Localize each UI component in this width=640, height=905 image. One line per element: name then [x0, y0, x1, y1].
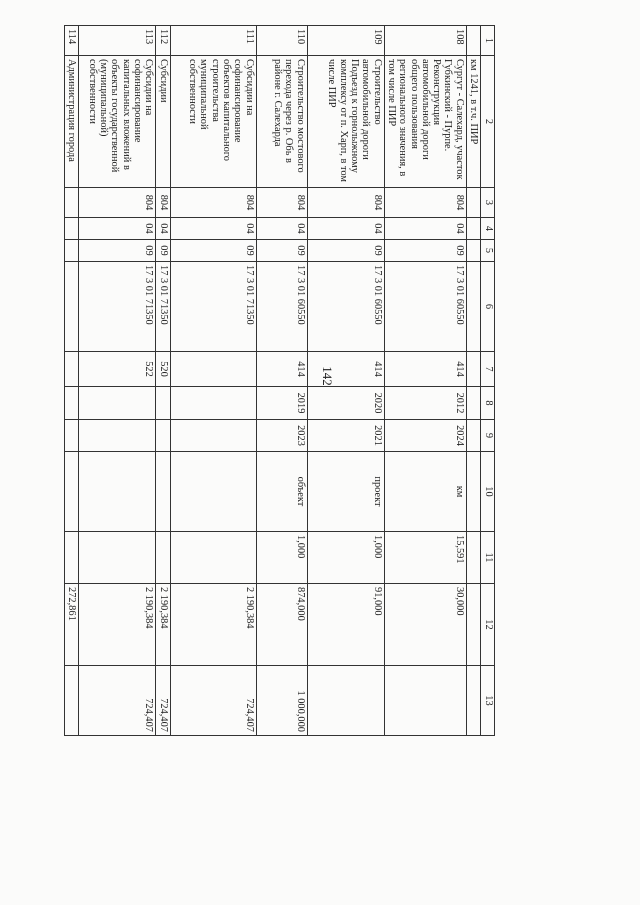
- table-row: [307, 26, 384, 736]
- cell-col-13: 724,407: [156, 666, 170, 736]
- cell-col-3: 804: [256, 188, 307, 218]
- header-cell: 9: [481, 420, 495, 452]
- cell-col-2: Субсидии: [156, 56, 170, 188]
- table-row: [65, 26, 79, 736]
- cell-col-7: 522: [79, 352, 156, 387]
- document-sheet: [66, 25, 495, 735]
- cell-col-7: [466, 352, 480, 387]
- cell-col-3: 804: [384, 188, 466, 218]
- header-row: [481, 26, 495, 736]
- cell-col-10: проект: [307, 452, 384, 532]
- cell-col-4: 04: [79, 218, 156, 240]
- cell-col-3: 804: [170, 188, 256, 218]
- cell-col-11: [466, 532, 480, 584]
- cell-col-2: км 1241, в т.ч. ПИР: [466, 56, 480, 188]
- cell-col-6: 17 3 01 71350: [156, 262, 170, 352]
- cell-col-4: 04: [156, 218, 170, 240]
- cell-col-7: [65, 352, 79, 387]
- cell-col-9: [156, 420, 170, 452]
- header-cell: 4: [481, 218, 495, 240]
- cell-col-1: 112: [156, 26, 170, 56]
- cell-col-12: 2 190,384: [156, 584, 170, 666]
- cell-col-6: 17 3 01 60550: [307, 262, 384, 352]
- cell-col-6: 17 3 01 60550: [384, 262, 466, 352]
- cell-col-8: [170, 387, 256, 420]
- cell-col-12: 30,000: [384, 584, 466, 666]
- cell-col-8: 2012: [384, 387, 466, 420]
- cell-col-5: 09: [156, 240, 170, 262]
- cell-col-1: 108: [384, 26, 466, 56]
- cell-col-12: [466, 584, 480, 666]
- cell-col-2: Администрация города: [65, 56, 79, 188]
- cell-col-4: [466, 218, 480, 240]
- page-number: 142: [319, 366, 335, 386]
- cell-col-9: 2024: [384, 420, 466, 452]
- cell-col-13: [307, 666, 384, 736]
- cell-col-1: 113: [79, 26, 156, 56]
- cell-col-6: [65, 262, 79, 352]
- cell-col-13: [384, 666, 466, 736]
- header-cell: 6: [481, 262, 495, 352]
- cell-col-10: км: [384, 452, 466, 532]
- cell-col-1: 111: [170, 26, 256, 56]
- header-cell: 11: [481, 532, 495, 584]
- cell-col-13: 1 000,000: [256, 666, 307, 736]
- cell-col-11: [65, 532, 79, 584]
- cell-col-7: 414: [256, 352, 307, 387]
- cell-col-11: 1,000: [256, 532, 307, 584]
- cell-col-7: 520: [156, 352, 170, 387]
- cell-col-7: [170, 352, 256, 387]
- table-row: [170, 26, 256, 736]
- cell-col-2: Сургут - Салехард, участок Губкинский - Пурпе. Реконструкция автомобильной дороги общего пользования регионального значения, в том числе ПИР: [384, 56, 466, 188]
- cell-col-6: 17 3 01 60550: [256, 262, 307, 352]
- cell-col-7: 414: [384, 352, 466, 387]
- cell-col-10: объект: [256, 452, 307, 532]
- cell-col-9: [170, 420, 256, 452]
- header-cell: 5: [481, 240, 495, 262]
- cell-col-3: 804: [307, 188, 384, 218]
- cell-col-2: Строительство автомобильной дороги Подъезд к горнолыжному комплексу от п. Харп, в том числе ПИР: [307, 56, 384, 188]
- cell-col-9: 2021: [307, 420, 384, 452]
- cell-col-12: 272,861: [65, 584, 79, 666]
- header-cell: 10: [481, 452, 495, 532]
- cell-col-9: [79, 420, 156, 452]
- table-row: [384, 26, 466, 736]
- cell-col-8: [156, 387, 170, 420]
- budget-table: [64, 25, 495, 736]
- table-row: [256, 26, 307, 736]
- cell-col-13: [65, 666, 79, 736]
- cell-col-3: [65, 188, 79, 218]
- cell-col-5: [65, 240, 79, 262]
- cell-col-6: 17 3 01 71350: [79, 262, 156, 352]
- cell-col-5: [466, 240, 480, 262]
- cell-col-10: [156, 452, 170, 532]
- cell-col-2: Строительство мостового перехода через р. Обь в районе г. Салехарда: [256, 56, 307, 188]
- cell-col-6: 17 3 01 71350: [170, 262, 256, 352]
- header-cell: 2: [481, 56, 495, 188]
- cell-col-11: 1,000: [307, 532, 384, 584]
- header-cell: 12: [481, 584, 495, 666]
- cell-col-7: 414: [307, 352, 384, 387]
- cell-col-13: [466, 666, 480, 736]
- cell-col-1: 109: [307, 26, 384, 56]
- cell-col-3: 804: [156, 188, 170, 218]
- cell-col-4: [65, 218, 79, 240]
- cell-col-1: [466, 26, 480, 56]
- cell-col-2: Субсидии на софинансирование капитальных вложений в объекты государственной (муниципальной) собственности: [79, 56, 156, 188]
- cell-col-4: 04: [256, 218, 307, 240]
- cell-col-12: 874,000: [256, 584, 307, 666]
- table-body: [65, 26, 495, 736]
- table-row: [79, 26, 156, 736]
- cell-col-9: [65, 420, 79, 452]
- cell-col-9: 2023: [256, 420, 307, 452]
- cell-col-10: [79, 452, 156, 532]
- cell-col-10: [466, 452, 480, 532]
- cell-col-13: 724,407: [79, 666, 156, 736]
- cell-col-12: 2 190,384: [170, 584, 256, 666]
- cell-col-5: 09: [384, 240, 466, 262]
- rotated-table-wrapper: [66, 25, 495, 735]
- cell-col-8: [79, 387, 156, 420]
- cell-col-9: [466, 420, 480, 452]
- table-row: [156, 26, 170, 736]
- cell-col-11: [170, 532, 256, 584]
- header-cell: 7: [481, 352, 495, 387]
- cell-col-4: 04: [384, 218, 466, 240]
- cell-col-5: 09: [307, 240, 384, 262]
- cell-col-1: 114: [65, 26, 79, 56]
- cell-col-8: 2019: [256, 387, 307, 420]
- cell-col-12: 91,000: [307, 584, 384, 666]
- cell-col-13: 724,407: [170, 666, 256, 736]
- cell-col-12: 2 190,384: [79, 584, 156, 666]
- cell-col-5: 09: [256, 240, 307, 262]
- cell-col-11: 15,591: [384, 532, 466, 584]
- cell-col-1: 110: [256, 26, 307, 56]
- cell-col-6: [466, 262, 480, 352]
- cell-col-4: 04: [307, 218, 384, 240]
- header-cell: 8: [481, 387, 495, 420]
- cell-col-3: 804: [79, 188, 156, 218]
- cell-col-11: [79, 532, 156, 584]
- cell-col-11: [156, 532, 170, 584]
- cell-col-2: Субсидии на софинансирование объектов капитального строительства муниципальной собственности: [170, 56, 256, 188]
- cell-col-4: 04: [170, 218, 256, 240]
- header-cell: 3: [481, 188, 495, 218]
- cell-col-8: [466, 387, 480, 420]
- cell-col-5: 09: [79, 240, 156, 262]
- cell-col-3: [466, 188, 480, 218]
- cell-col-8: [65, 387, 79, 420]
- cell-col-10: [65, 452, 79, 532]
- cell-col-10: [170, 452, 256, 532]
- header-cell: 1: [481, 26, 495, 56]
- header-cell: 13: [481, 666, 495, 736]
- cell-col-8: 2020: [307, 387, 384, 420]
- cell-col-5: 09: [170, 240, 256, 262]
- table-row: [466, 26, 480, 736]
